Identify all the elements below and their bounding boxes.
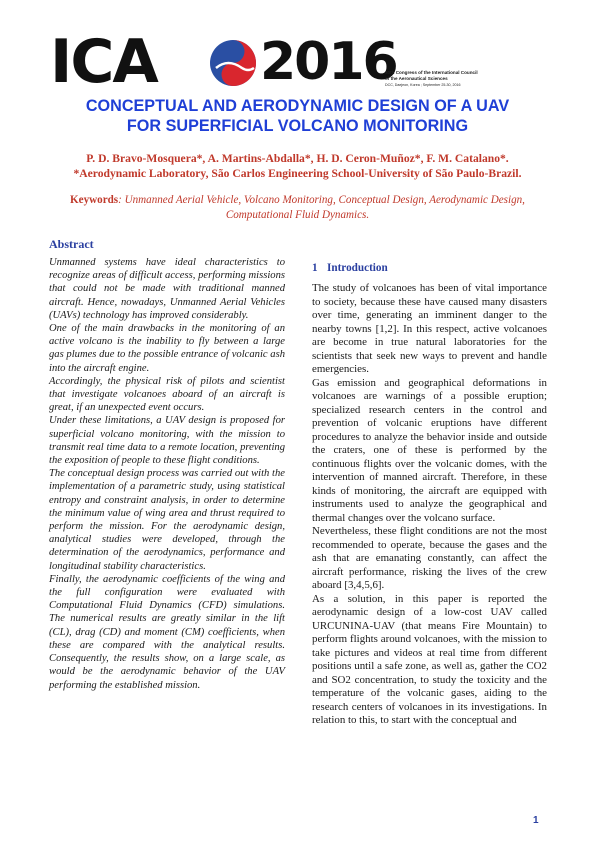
congress-info bbox=[385, 70, 545, 88]
authors-block bbox=[40, 151, 555, 181]
keywords-text: : Unmanned Aerial Vehicle, Volcano Monitoring, Conceptual Design, Aerodynamic Design, Computational Fluid Dynamics. bbox=[118, 194, 525, 221]
author-names: P. D. Bravo-Mosquera*, A. Martins-Abdalla*, H. D. Ceron-Muñoz*, F. M. Catalano*. bbox=[86, 152, 509, 165]
abstract-heading: Abstract bbox=[49, 237, 94, 251]
congress-line-1: 30th Congress of the International Council bbox=[385, 70, 478, 75]
abstract-paragraph: One of the main drawbacks in the monitoring of an active volcano is the inability to fly between a large gas plumes due to the possible entrance of volcanic ash into the aircraft engine. bbox=[49, 323, 285, 374]
logo-year-text: 2016 bbox=[260, 32, 397, 92]
right-column bbox=[312, 261, 547, 728]
title-line-2: FOR SUPERFICIAL VOLCANO MONITORING bbox=[126, 117, 469, 135]
paper-title bbox=[40, 96, 555, 136]
intro-paragraph: The study of volcanoes has been of vital importance to society, because these have caused many disasters over time, generating an imminent danger to the nearby towns [1,2]. In this respect, active volcanoes are become in true natural laboratories for the scientists that seek new ways to prevent and handle emergencies. bbox=[312, 282, 547, 375]
congress-line-3: DCC, Daejeon, Korea ; September 25-30, 2016 bbox=[385, 83, 461, 87]
intro-paragraph: Nevertheless, these flight conditions are not the most recommended to operate, because the gases and the ash that are emanating constantly, can affect the aircraft performance, risking the lives of the crew aboard [3,4,5,6]. bbox=[312, 525, 547, 591]
abstract-paragraph: The conceptual design process was carried out with the implementation of a parametric study, using statistical entropy and constraint analysis, in order to determine the minimum value of wing area and thrust required to perform the mission. For the aerodynamic design, analytical studies were developed, through the determination of the aerodynamics, performance and longitudinal stability characteristics. bbox=[49, 468, 285, 572]
keywords-block bbox=[65, 193, 530, 222]
page-number: 1 bbox=[533, 815, 539, 826]
logo-ica-text: ICA bbox=[50, 27, 157, 97]
congress-line-2: of the Aeronautical Sciences bbox=[385, 76, 448, 81]
icas-logo bbox=[50, 27, 397, 97]
intro-paragraph: As a solution, in this paper is reported the aerodynamic design of a low-cost UAV called URCUNINA-UAV (that means Fire Mountain) to perform flights around volcanoes, with the mission to take pictures and videos at real time from different positions until a safe zone, as well as, gather the CO2 and SO2 concentration, to study the toxicity and the temperature of the volcanic gases, aiding to the research centers of volcanoes in its investigations. In relation to this, to start with the conceptual and bbox=[312, 592, 547, 726]
title-line-1: CONCEPTUAL AND AERODYNAMIC DESIGN OF A UAV bbox=[85, 97, 510, 115]
author-affiliation: *Aerodynamic Laboratory, São Carlos Engineering School-University of São Paulo-Brazil. bbox=[73, 167, 522, 180]
taeguk-emblem-icon bbox=[208, 38, 258, 88]
abstract-paragraph: Accordingly, the physical risk of pilots and scientist that investigate volcanoes aboard of an aircraft is great, if an unexpected event occurs. bbox=[49, 375, 285, 414]
abstract-paragraph: Unmanned systems have ideal characteristics to recognize areas of difficult access, performing missions that could not be made with traditional manned aircraft. Hence, nowadays, Unmanned Aerial Vehicles (UAVs) technology has improved considerably. bbox=[49, 257, 285, 321]
intro-paragraph: Gas emission and geographical deformations in volcanoes are warnings of a possible eruption; specialized research centers in the control and prevention of volcanic eruptions have different procedures to analyze the behavior inside and outside the craters, one of these is performed by the continuous flights over the volcanic domes, with the intervention of manned aircraft. Therefore, in these kinds of monitoring, the aircraft are equipped with instruments used to analyze the geographical and thermal changes over the volcano surface. bbox=[312, 376, 547, 524]
introduction-heading bbox=[312, 261, 547, 275]
keywords-label: Keywords bbox=[70, 194, 119, 206]
section-number: 1 bbox=[312, 262, 318, 274]
section-title: Introduction bbox=[327, 262, 388, 274]
conference-header bbox=[0, 0, 595, 96]
left-column bbox=[49, 237, 285, 692]
abstract-paragraph: Finally, the aerodynamic coefficients of the wing and the full configuration were evaluated with Computational Fluid Dynamics (CFD) simulations. The numerical results are greatly similar in the lift (CL), drag (CD) and moment (CM) coefficients, when these are compared with the analytical results. Consequently, the results show, on a large scale, as would be the aerodynamic behavior of the UAV performing the established mission. bbox=[49, 573, 285, 691]
abstract-paragraph: Under these limitations, a UAV design is proposed for superficial volcano monitoring, with the mission to transmit real time data to a remote location, preventing the exposition of people to these flight conditions. bbox=[49, 415, 285, 467]
